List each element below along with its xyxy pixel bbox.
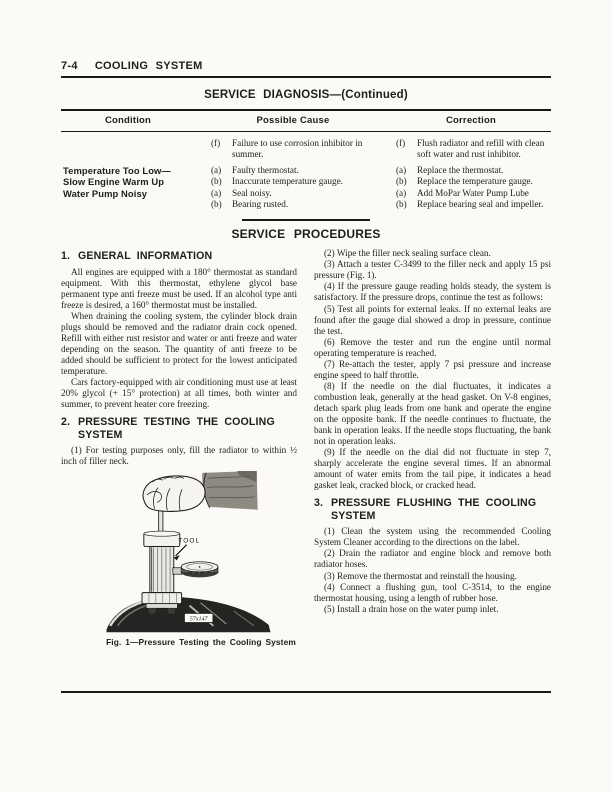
condition-cell xyxy=(61,138,195,160)
table-row xyxy=(61,165,551,188)
cause-cell xyxy=(195,138,391,160)
tool-callout-label: TOOL xyxy=(178,537,201,545)
correction-item xyxy=(396,199,551,210)
section-number: 1. xyxy=(61,250,71,263)
paragraph: When draining the cooling system, the cylinder block drain plugs should be removed and the radiator drain cock opened. Refill with either rust resistor and water or anti freeze and water depending on the season. The quantity of anti freeze to be added should be sufficient to protect for the lowest anticipated temperature. xyxy=(61,310,297,377)
right-column xyxy=(314,248,551,647)
condition-line: Slow Engine Warm Up xyxy=(63,176,165,188)
column-header-possible-cause: Possible Cause xyxy=(256,115,330,126)
correction-cell xyxy=(391,188,551,210)
cause-cell xyxy=(195,165,391,188)
item-marker: (a) xyxy=(396,165,407,176)
photo-stamp xyxy=(184,614,213,623)
paragraph: (7) Re-attach the tester, apply 7 psi pressure and increase engine speed to half throttle. xyxy=(314,358,551,380)
figure-caption: Fig. 1—Pressure Testing the Cooling System xyxy=(106,637,296,648)
sleeve xyxy=(202,471,257,510)
hand xyxy=(143,476,205,512)
left-column xyxy=(61,248,297,647)
header-rule xyxy=(61,76,551,78)
section-label: GENERAL INFORMATION xyxy=(78,250,213,263)
section-label: PRESSURE FLUSHING THE COOLING SYSTEM xyxy=(331,497,537,522)
cause-item xyxy=(211,176,391,187)
paragraph: (5) Test all points for external leaks. If no external leaks are found after the gauge dial showed a drop in pressure, continue the test. xyxy=(314,303,551,336)
diagnosis-title: SERVICE DIAGNOSIS—(Continued) xyxy=(204,89,408,101)
condition-line: Water Pump Noisy xyxy=(63,187,148,199)
item-marker: (b) xyxy=(396,176,407,187)
cause-cell xyxy=(195,188,391,210)
tool-callout xyxy=(174,538,200,561)
condition-cell xyxy=(61,188,195,210)
paragraph: (6) Remove the tester and run the engine until normal operating temperature is reached. xyxy=(314,336,551,358)
figure-1 xyxy=(61,471,297,647)
section-heading-3 xyxy=(314,497,551,522)
column-header-correction: Correction xyxy=(445,115,497,126)
item-marker: (f) xyxy=(211,138,221,148)
paragraph: (8) If the needle on the dial fluctuates, it indicates a combustion leak, generally at the head gasket. On V-8 engines, detach spark plug leads from one bank and operate the engine on the opposite bank. If the needle continues to fluctuate, the bank in operation leaks. If the needle stops fluctuating, the bank not in operation leaks. xyxy=(314,380,551,447)
paragraph: (4) If the pressure gauge reading holds steady, the system is satisfactory. If the pressure drops, continue the test as follows: xyxy=(314,281,551,303)
paragraph: (2) Drain the radiator and engine block and remove both radiator hoses. xyxy=(314,548,551,570)
stamp-text: 57x147 xyxy=(189,617,208,624)
running-head xyxy=(61,60,551,72)
condition-line: Temperature Too Low— xyxy=(63,165,171,177)
item-text: Add MoPar Water Pump Lube xyxy=(417,187,529,198)
section-number: 3. xyxy=(314,497,324,510)
section-label: PRESSURE TESTING THE COOLING SYSTEM xyxy=(78,416,275,441)
paragraph: (5) Install a drain hose on the water pump inlet. xyxy=(324,603,499,614)
cause-item xyxy=(211,138,391,160)
table-row xyxy=(61,188,551,210)
correction-cell xyxy=(391,138,551,160)
diagnosis-table-body xyxy=(61,132,551,210)
pressure-tester-illustration xyxy=(99,471,302,635)
item-marker: (f) xyxy=(396,138,406,148)
item-marker: (a) xyxy=(396,187,407,198)
diagnosis-table xyxy=(61,109,551,210)
item-marker: (b) xyxy=(211,176,222,187)
correction-cell xyxy=(391,165,551,188)
condition-cell xyxy=(61,165,195,188)
paragraph: (2) Wipe the filler neck sealing surface clean. xyxy=(324,248,491,259)
table-row xyxy=(61,138,551,160)
item-marker: (a) xyxy=(211,165,222,176)
paragraph: Cars factory-equipped with air conditioning must use at least 20% glycol (+ 15° protection) at all times, both winter and summer, to prevent heater core freezing. xyxy=(61,377,297,410)
paragraph: (4) Connect a flushing gun, tool C-3514, to the engine thermostat housing, using a length of rubber hose. xyxy=(314,581,551,603)
item-marker: (a) xyxy=(211,187,222,198)
paragraph: (9) If the needle on the dial did not fluctuate in step 7, sharply accelerate the engine several times. If an abnormal amount of water emits from the tail pipe, it indicates a head gasket leak, cracked block, or cracked head. xyxy=(314,447,551,491)
section-heading-2 xyxy=(61,416,297,441)
item-text: Seal noisy. xyxy=(232,187,272,198)
section-divider xyxy=(242,219,370,222)
correction-item xyxy=(396,176,551,187)
pressure-gauge xyxy=(173,562,218,578)
chapter-title: COOLING SYSTEM xyxy=(94,60,203,72)
section-number: 2. xyxy=(61,416,71,429)
page-number: 7-4 xyxy=(61,60,78,72)
footer-rule xyxy=(61,691,551,693)
cause-item xyxy=(211,188,391,199)
column-header-condition: Condition xyxy=(104,115,152,126)
paragraph: All engines are equipped with a 180° thermostat as standard equipment. With this thermostat, ethylene glycol base permanent type anti freeze must be used. If an alcohol type anti freeze is desired, a 160° thermostat must be installed. xyxy=(61,266,297,310)
cause-item xyxy=(211,199,391,210)
item-text: Replace the temperature gauge. xyxy=(417,176,533,187)
correction-item xyxy=(396,165,551,176)
item-text: Replace bearing seal and impeller. xyxy=(417,198,544,209)
tester-cylinder xyxy=(142,506,182,614)
two-column-body xyxy=(61,248,551,647)
procedures-title: SERVICE PROCEDURES xyxy=(231,227,381,242)
paragraph: (3) Remove the thermostat and reinstall the housing. xyxy=(324,570,517,581)
item-marker: (b) xyxy=(211,198,222,209)
item-text: Inaccurate temperature gauge. xyxy=(232,176,343,187)
item-text: Flush radiator and refill with clean soft water and rust inhibitor. xyxy=(417,138,545,160)
paragraph: (1) Clean the system using the recommended Cooling System Cleaner according to the directions on the label. xyxy=(314,526,551,548)
diagnosis-table-header xyxy=(61,109,551,132)
correction-item xyxy=(396,188,551,199)
item-text: Replace the thermostat. xyxy=(417,165,504,176)
cause-item xyxy=(211,165,391,176)
section-heading-1 xyxy=(61,250,297,263)
item-text: Faulty thermostat. xyxy=(232,165,299,176)
item-marker: (b) xyxy=(396,198,407,209)
item-text: Failure to use corrosion inhibitor in summer. xyxy=(232,138,363,160)
correction-item xyxy=(396,138,551,160)
item-text: Bearing rusted. xyxy=(232,198,289,209)
paragraph: (1) For testing purposes only, fill the radiator to within ½ inch of filler neck. xyxy=(61,445,297,467)
paragraph: (3) Attach a tester C-3499 to the filler neck and apply 15 psi pressure (Fig. 1). xyxy=(314,259,551,281)
